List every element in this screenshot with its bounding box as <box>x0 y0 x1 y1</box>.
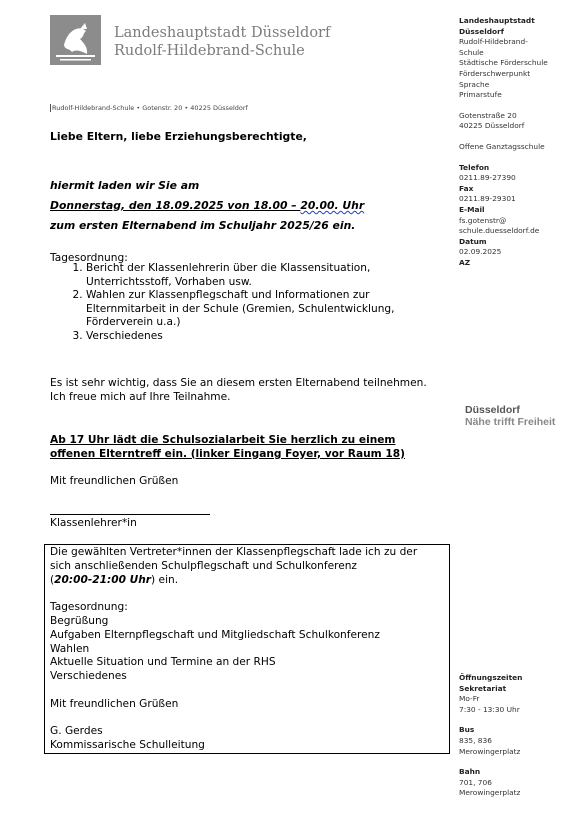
bus-stop: Merowingerplatz <box>459 746 521 756</box>
city-coat-of-arms-logo <box>50 15 101 65</box>
sidebar-az-label: AZ <box>459 257 471 267</box>
box-agenda-title: Tagesordnung: <box>50 601 128 614</box>
box-intro-line2: sich anschließenden Schulpflegschaft und Schulkonferenz <box>50 559 357 572</box>
agenda-list <box>50 262 446 344</box>
attendance-line1: Es ist sehr wichtig, dass Sie an diesem ersten Elternabend teilnehmen. <box>50 377 427 389</box>
invitation-line1: hiermit laden wir Sie am <box>50 179 200 192</box>
agenda-item: 3. Verschiedenes <box>86 330 446 344</box>
paren-close: ) ein. <box>151 573 179 586</box>
letter-salutation: Liebe Eltern, liebe Erziehungsberechtigte, <box>50 130 307 143</box>
sidebar-email-label: E-Mail <box>459 204 485 214</box>
box-agenda-item: Aktuelle Situation und Termine an der RHS <box>50 656 276 669</box>
teacher-signature-label: Klassenlehrer*in <box>50 517 137 529</box>
box-intro-line1: Die gewählten Vertreter*innen der Klassenpflegschaft lade ich zu der <box>50 546 418 558</box>
box-content <box>50 546 445 753</box>
sidebar-datum: 02.09.2025 <box>459 247 502 257</box>
sidebar-org-line1: Landeshauptstadt <box>459 16 535 25</box>
sidebar-org-line2: Düsseldorf <box>459 26 504 36</box>
agenda-item: 1. Bericht der Klassenlehrerin über die Klassensituation, Unterrichtsstoff, Vorhaben usw. <box>86 262 446 289</box>
logo-school-name: Rudolf-Hildebrand-Schule <box>114 43 305 59</box>
paren-open: ( <box>50 573 55 586</box>
hours-time: 7:30 - 13:30 Uhr <box>459 704 520 714</box>
social-work-note <box>50 434 450 461</box>
lion-crest-icon <box>50 15 101 65</box>
sidebar-ganztag: Offene Ganztagsschule <box>459 141 545 151</box>
sidebar-school-line: Rudolf-Hildebrand- <box>459 37 528 47</box>
hours-label-sekretariat: Sekretariat <box>459 683 507 693</box>
sidebar-contact-info <box>459 16 559 268</box>
logo-wordmark <box>114 24 330 60</box>
invitation-date <box>50 196 450 216</box>
social-work-line2: offenen Elterntreff ein. (linker Eingang Foyer, vor Raum 18) <box>50 447 405 460</box>
hours-days: Mo-Fr <box>459 694 480 704</box>
agenda-title: Tagesordnung: <box>50 252 128 264</box>
box-agenda-item: Begrüßung <box>50 614 109 627</box>
bus-label: Bus <box>459 725 475 735</box>
box-intro-line3 <box>50 574 445 588</box>
agenda-item: 2. Wahlen zur Klassenpflegschaft und Informationen zur Elternmitarbeit in der Schule (Gremien, Schulentwicklung, Förderverein u.a.) <box>86 289 446 330</box>
sidebar-email-line1: fs.gotenstr@ <box>459 215 507 225</box>
bahn-label: Bahn <box>459 767 481 777</box>
box-signer-role: Kommissarische Schulleitung <box>50 739 205 752</box>
brand-slogan: Nähe trifft Freiheit <box>465 415 556 428</box>
attendance-note <box>50 377 450 404</box>
bus-lines: 835, 836 <box>459 735 492 745</box>
sidebar-telefon-label: Telefon <box>459 162 490 172</box>
sidebar-city: 40225 Düsseldorf <box>459 121 525 131</box>
brand-city: Düsseldorf <box>465 404 520 416</box>
sidebar-school-line: Städtische Förderschule <box>459 58 548 68</box>
sidebar-school-line: Primarstufe <box>459 90 502 100</box>
sidebar-school-line: Förderschwerpunkt <box>459 68 531 78</box>
sidebar-school-line: Sprache <box>459 79 490 89</box>
attendance-line2: Ich freue mich auf Ihre Teilnahme. <box>50 390 231 403</box>
social-work-line1: Ab 17 Uhr lädt die Schulsozialarbeit Sie herzlich zu einem <box>50 434 396 446</box>
box-agenda-item: Aufgaben Elternpflegschaft und Mitgliedschaft Schulkonferenz <box>50 628 380 641</box>
sidebar-telefon: 0211.89-27390 <box>459 173 516 183</box>
hours-label: Öffnungszeiten <box>459 673 523 682</box>
sender-address-line: Rudolf-Hildebrand-Schule • Gotenstr. 20 • 40225 Düsseldorf <box>52 104 248 112</box>
sidebar-email-line2: schule.duesseldorf.de <box>459 226 540 236</box>
sidebar-fax-label: Fax <box>459 183 474 193</box>
sidebar-datum-label: Datum <box>459 236 487 246</box>
city-brand-logo <box>465 405 555 428</box>
sidebar-street: Gotenstraße 20 <box>459 110 517 120</box>
invitation-line3: zum ersten Elternabend im Schuljahr 2025/26 ein. <box>50 219 356 232</box>
logo-city-name: Landeshauptstadt Düsseldorf <box>114 25 331 41</box>
box-agenda-item: Wahlen <box>50 642 90 655</box>
invitation-block <box>50 176 450 236</box>
invitation-date-part1: Donnerstag, den 18.09.2025 von 18.00 – <box>50 199 301 212</box>
invitation-date-part2: 20.00. Uhr <box>300 199 365 212</box>
box-meeting-time: 20:00-21:00 Uhr <box>54 573 152 586</box>
sidebar-fax: 0211.89-29301 <box>459 194 516 204</box>
sidebar-school-line: Schule <box>459 47 484 57</box>
box-agenda-item: Verschiedenes <box>50 670 127 683</box>
sidebar-hours-transport <box>459 673 559 799</box>
closing-greeting: Mit freundlichen Grüßen <box>50 475 179 487</box>
box-closing: Mit freundlichen Grüßen <box>50 697 179 710</box>
box-signer-name: G. Gerdes <box>50 725 103 738</box>
bahn-lines: 701, 706 <box>459 777 492 787</box>
signature-line <box>50 514 210 515</box>
bahn-stop: Merowingerplatz <box>459 788 521 798</box>
